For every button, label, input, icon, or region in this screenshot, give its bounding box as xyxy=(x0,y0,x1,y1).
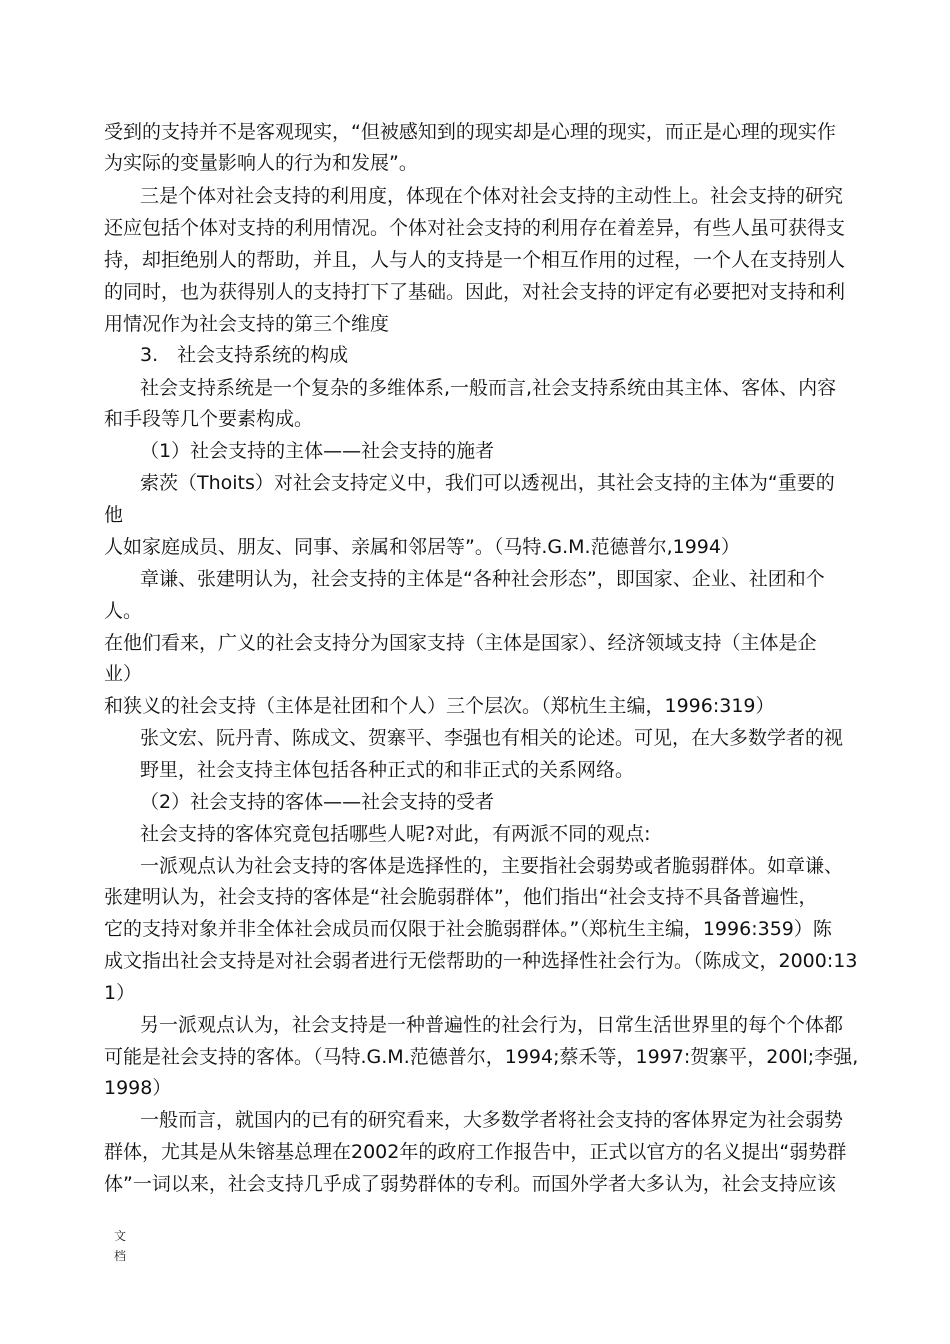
text-line: 为实际的变量影响人的行为和发展”。 xyxy=(104,152,418,174)
subsection-heading: （1）社会支持的主体——社会支持的施者 xyxy=(140,440,495,462)
text-line: 另一派观点认为，社会支持是一种普遍性的社会行为，日常生活世界里的每个个体都 xyxy=(140,1014,844,1036)
text-line: 人。 xyxy=(104,600,143,622)
text-line: 他 xyxy=(104,504,124,526)
text-line: 成文指出社会支持是对社会弱者进行无偿帮助的一种选择性社会行为。（陈成文，2000:13 xyxy=(104,950,858,972)
page-footer-label: 文档 xyxy=(114,1229,127,1263)
text-line: 群体，尤其是从朱镕基总理在2002年的政府工作报告中，正式以官方的名义提出“弱势群 xyxy=(104,1141,847,1163)
text-line: 一般而言，就国内的已有的研究看来，大多数学者将社会支持的客体界定为社会弱势 xyxy=(140,1109,844,1131)
text-line: 和狭义的社会支持（主体是社团和个人）三个层次。（郑杭生主编，1996:319） xyxy=(104,695,775,717)
text-line: 张文宏、阮丹青、陈成文、贺寨平、李强也有相关的论述。可见，在大多数学者的视 xyxy=(140,727,844,749)
text-line: 受到的支持并不是客观现实，“但被感知到的现实却是心理的现实，而正是心理的现实作 xyxy=(104,121,836,143)
text-line: 人如家庭成员、朋友、同事、亲属和邻居等”。（马特.G.M.范德普尔,1994） xyxy=(104,536,740,558)
text-line: 的同时，也为获得别人的支持打下了基础。因此，对社会支持的评定有必要把对支持和利 xyxy=(104,281,846,303)
text-line: 三是个体对社会支持的利用度，体现在个体对社会支持的主动性上。社会支持的研究 xyxy=(140,185,844,207)
text-line: 社会支持的客体究竟包括哪些人呢?对此，有两派不同的观点: xyxy=(140,823,651,845)
text-line: 野里，社会支持主体包括各种正式的和非正式的关系网络。 xyxy=(140,759,635,781)
text-line: 在他们看来，广义的社会支持分为国家支持（主体是国家）、经济领域支持（主体是企 xyxy=(104,632,817,654)
text-line: 索茨（Thoits）对社会支持定义中，我们可以透视出，其社会支持的主体为“重要的 xyxy=(140,472,835,494)
text-line: 章谦、张建明认为，社会支持的主体是“各种社会形态”，即国家、企业、社团和个 xyxy=(140,568,825,590)
text-line: 和手段等几个要素构成。 xyxy=(104,408,314,430)
text-line: 社会支持系统是一个复杂的多维体系,一般而言,社会支持系统由其主体、客体、内容 xyxy=(140,377,837,399)
text-line: 1998） xyxy=(104,1077,172,1099)
text-line: 还应包括个体对支持的利用情况。个体对社会支持的利用存在着差异，有些人虽可获得支 xyxy=(104,217,846,239)
text-line: 持，却拒绝别人的帮助，并且，人与人的支持是一个相互作用的过程，一个人在支持别人 xyxy=(104,249,846,271)
text-line: 1） xyxy=(104,982,136,1004)
text-line: 张建明认为，社会支持的客体是“社会脆弱群体”，他们指出“社会支持不具备普遍性， xyxy=(104,886,818,908)
text-line: 可能是社会支持的客体。（马特.G.M.范德普尔，1994;蔡禾等，1997:贺寨平，200l;李强, xyxy=(104,1046,859,1068)
text-line: 业） xyxy=(104,663,143,685)
section-heading: 3. 社会支持系统的构成 xyxy=(140,344,349,366)
subsection-heading: （2）社会支持的客体——社会支持的受者 xyxy=(140,791,495,813)
text-line: 体”一词以来，社会支持几乎成了弱势群体的专利。而国外学者大多认为，社会支持应该 xyxy=(104,1173,836,1195)
text-line: 一派观点认为社会支持的客体是选择性的，主要指社会弱势或者脆弱群体。如章谦、 xyxy=(140,855,844,877)
text-line: 用情况作为社会支持的第三个维度 xyxy=(104,313,390,335)
text-line: 它的支持对象并非全体社会成员而仅限于社会脆弱群体。”（郑杭生主编，1996:359）陈 xyxy=(104,918,832,940)
